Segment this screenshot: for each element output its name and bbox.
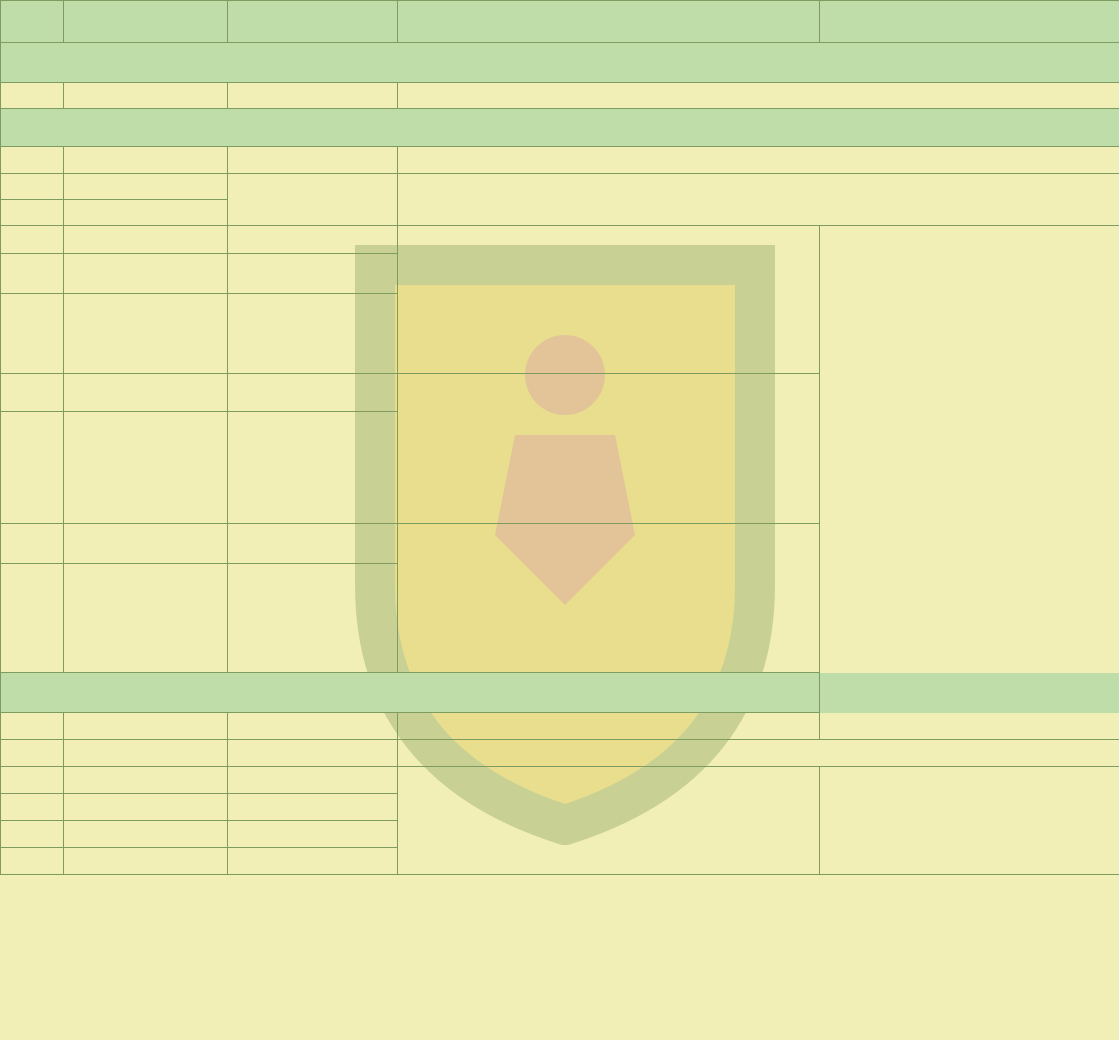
- port-name: [64, 83, 228, 109]
- port-type: [228, 794, 398, 821]
- section-title-russia: [1, 109, 1119, 147]
- closure-text: [398, 174, 1119, 226]
- row-no: [1, 794, 64, 821]
- closure-text: [398, 713, 1119, 740]
- header-type: [228, 1, 398, 43]
- port-type: [228, 564, 398, 673]
- row-no: [1, 174, 64, 200]
- note-text: [820, 767, 1119, 875]
- header-note: [820, 1, 1119, 43]
- closure-text: [398, 740, 1119, 767]
- port-name: [64, 200, 228, 226]
- port-type: [228, 374, 398, 412]
- header-closure: [398, 1, 820, 43]
- port-name: [64, 374, 228, 412]
- table-row: [1, 226, 1119, 254]
- row-no: [1, 713, 64, 740]
- port-name: [64, 294, 228, 374]
- header-no: [1, 1, 64, 43]
- port-type: [228, 740, 398, 767]
- row-no: [1, 294, 64, 374]
- closure-text: [398, 767, 820, 875]
- closure-text: [398, 226, 820, 374]
- port-type: [228, 821, 398, 848]
- row-no: [1, 848, 64, 875]
- section-row: [1, 43, 1119, 83]
- closure-text: [398, 147, 1119, 174]
- table-row: [1, 83, 1119, 109]
- port-type: [228, 767, 398, 794]
- section-row: [1, 109, 1119, 147]
- port-type: [228, 254, 398, 294]
- port-name: [64, 524, 228, 564]
- port-type: [228, 83, 398, 109]
- table-row: [1, 740, 1119, 767]
- port-name: [64, 848, 228, 875]
- row-no: [1, 412, 64, 524]
- table-row: [1, 767, 1119, 794]
- port-name: [64, 254, 228, 294]
- port-type: [228, 524, 398, 564]
- note-text: [820, 226, 1119, 740]
- closure-text: [398, 524, 820, 673]
- port-name: [64, 147, 228, 174]
- table-row: [1, 713, 1119, 740]
- row-no: [1, 524, 64, 564]
- table-row: [1, 174, 1119, 200]
- port-name: [64, 174, 228, 200]
- row-no: [1, 83, 64, 109]
- section-title-air: [1, 43, 1119, 83]
- closure-text: [398, 374, 820, 524]
- row-no: [1, 821, 64, 848]
- row-no: [1, 147, 64, 174]
- row-no: [1, 740, 64, 767]
- row-no: [1, 767, 64, 794]
- port-name: [64, 713, 228, 740]
- port-name: [64, 821, 228, 848]
- header-name: [64, 1, 228, 43]
- port-name: [64, 412, 228, 524]
- row-no: [1, 200, 64, 226]
- port-name: [64, 226, 228, 254]
- row-no: [1, 564, 64, 673]
- port-type: [228, 713, 398, 740]
- closure-text: [398, 83, 1119, 109]
- table-header-row: [1, 1, 1119, 43]
- port-name: [64, 740, 228, 767]
- port-name: [64, 767, 228, 794]
- port-type: [228, 226, 398, 254]
- port-type: [228, 147, 398, 174]
- row-no: [1, 254, 64, 294]
- table-row: [1, 147, 1119, 174]
- port-type: [228, 294, 398, 374]
- row-no: [1, 374, 64, 412]
- port-name: [64, 564, 228, 673]
- section-row: [1, 673, 1119, 713]
- port-type: [228, 848, 398, 875]
- port-type: [228, 412, 398, 524]
- port-type: [228, 174, 398, 226]
- section-title-china: [1, 673, 1119, 713]
- row-no: [1, 226, 64, 254]
- port-name: [64, 794, 228, 821]
